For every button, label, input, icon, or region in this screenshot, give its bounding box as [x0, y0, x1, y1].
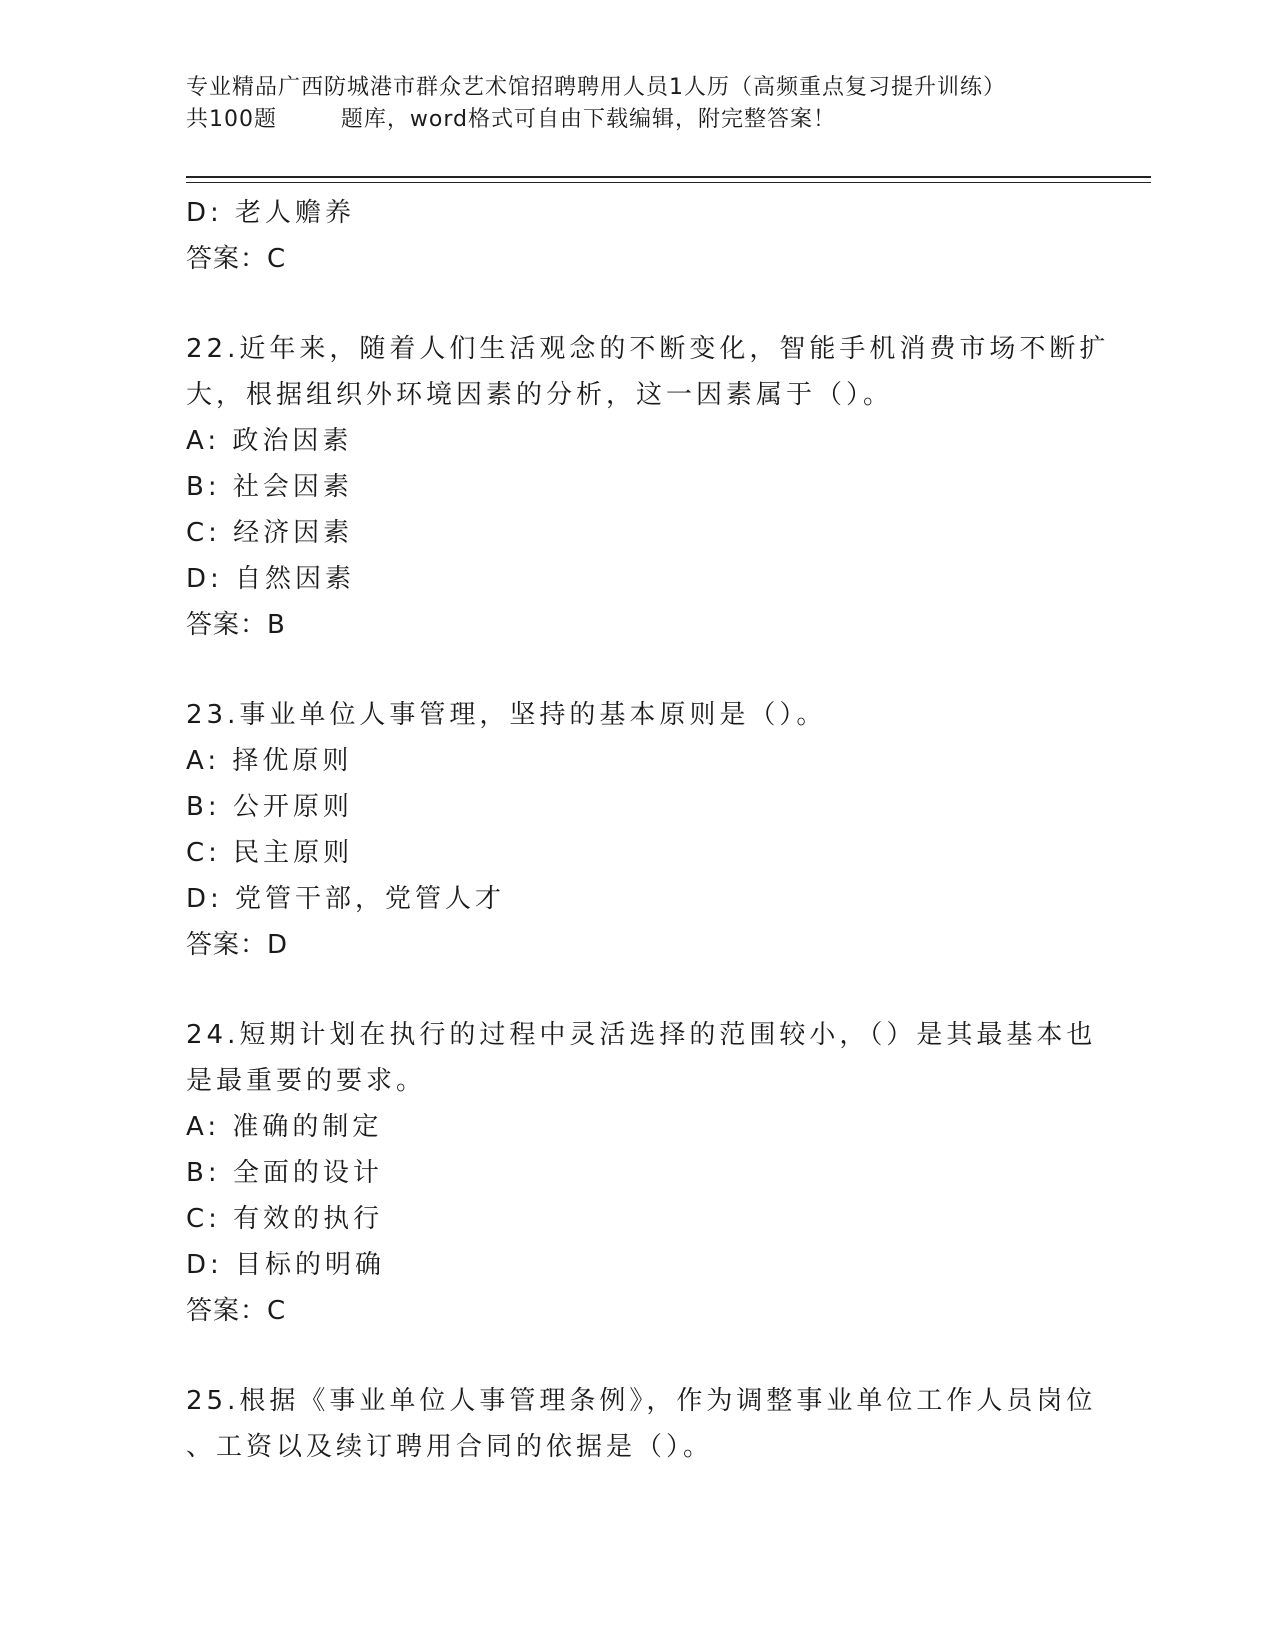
question-text-line1: 24.短期计划在执行的过程中灵活选择的范围较小，（）是其最基本也	[186, 1020, 1097, 1050]
previous-question-tail	[186, 190, 1086, 282]
question-text-line1: 22.近年来，随着人们生活观念的不断变化，智能手机消费市场不断扩	[186, 334, 1110, 364]
option-d: D: 党管干部，党管人才	[186, 884, 506, 914]
option-d: D: 自然因素	[186, 564, 356, 594]
question-text-line1: 25.根据《事业单位人事管理条例》，作为调整事业单位工作人员岗位	[186, 1386, 1097, 1416]
option-d: D: 目标的明确	[186, 1250, 386, 1280]
answer-line: 答案：B	[186, 610, 286, 640]
document-body	[186, 190, 1110, 1470]
answer-line: 答案：C	[186, 244, 287, 274]
header-title-line2: 共100题 题库，word格式可自由下载编辑，附完整答案！	[186, 107, 837, 132]
option-a: A: 政治因素	[186, 426, 353, 456]
header-title-line1: 专业精品广西防城港市群众艺术馆招聘聘用人员1人历（高频重点复习提升训练）	[186, 75, 1006, 100]
question-text-line2: 、工资以及续订聘用合同的依据是（）。	[186, 1432, 714, 1462]
question-24	[186, 1012, 1097, 1334]
question-text-line2: 是最重要的要求。	[186, 1066, 427, 1096]
question-23	[186, 692, 1086, 968]
question-22	[186, 326, 1110, 648]
question-25	[186, 1378, 1097, 1470]
option-c: C: 民主原则	[186, 838, 354, 868]
option-c: C: 有效的执行	[186, 1204, 384, 1234]
answer-line: 答案：D	[186, 930, 289, 960]
header-divider-thick	[186, 176, 1151, 178]
option-a: A: 择优原则	[186, 746, 353, 776]
option-b: B: 社会因素	[186, 472, 353, 502]
option-a: A: 准确的制定	[186, 1112, 383, 1142]
answer-line: 答案：C	[186, 1296, 287, 1326]
option-d: D: 老人赡养	[186, 198, 356, 228]
question-text-line1: 23.事业单位人事管理，坚持的基本原则是（）。	[186, 700, 827, 730]
question-text-line2: 大，根据组织外环境因素的分析，这一因素属于（）。	[186, 380, 894, 410]
header-divider-thin	[186, 182, 1151, 183]
option-b: B: 全面的设计	[186, 1158, 383, 1188]
document-header	[186, 72, 1086, 136]
option-b: B: 公开原则	[186, 792, 353, 822]
option-c: C: 经济因素	[186, 518, 354, 548]
